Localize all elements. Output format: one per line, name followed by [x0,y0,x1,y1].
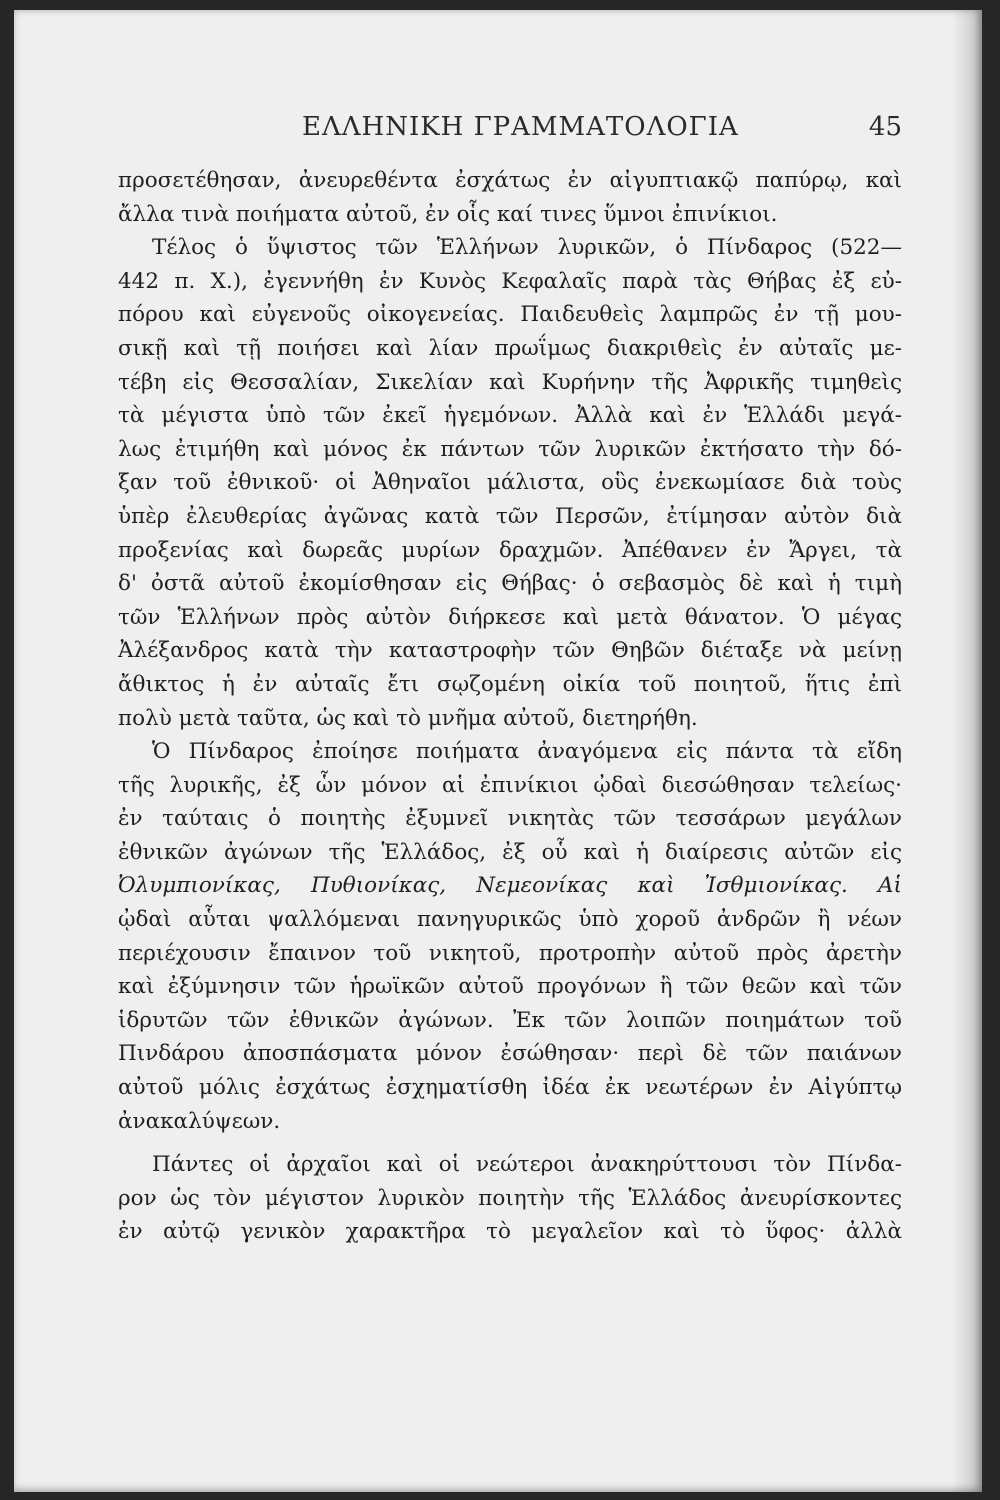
text-line: αὐτοῦ μόλις ἐσχάτως ἐσχηματίσθη ἰδέα ἐκ νεωτέρων ἐν Αἰγύπτῳ [118,1075,902,1101]
text-line: Ὁ Πίνδαρος ἐποίησε ποιήματα ἀναγόμενα εἰς πάντα τὰ εἴδη [152,739,902,765]
text-line: ἄλλα τινὰ ποιήματα αὐτοῦ, ἐν οἷς καί τινες ὕμνοι ἐπινίκιοι. [118,201,778,227]
text-line: σικῇ καὶ τῇ ποιήσει καὶ λίαν πρωΐμως διακριθεὶς ἐν αὐταῖς με- [118,335,902,361]
text-line: δ' ὀστᾶ αὐτοῦ ἐκομίσθησαν εἰς Θήβας· ὁ σεβασμὸς δὲ καὶ ἡ τιμὴ [118,571,902,597]
running-title: ΕΛΛΗΝΙΚΗ ΓΡΑΜΜΑΤΟΛΟΓΙΑ [302,112,739,142]
text-line: πόρου καὶ εὐγενοῦς οἰκογενείας. Παιδευθεὶς λαμπρῶς ἐν τῇ μου- [118,302,902,328]
text-line: προξενίας καὶ δωρεᾶς μυρίων δραχμῶν. Ἀπέθανεν ἐν Ἄργει, τὰ [118,537,902,563]
text-line: ἱδρυτῶν τῶν ἐθνικῶν ἀγώνων. Ἐκ τῶν λοιπῶν ποιημάτων τοῦ [118,1007,902,1033]
text-line: πολὺ μετὰ ταῦτα, ὡς καὶ τὸ μνῆμα αὐτοῦ, διετηρήθη. [118,705,698,731]
text-line: τὰ μέγιστα ὑπὸ τῶν ἐκεῖ ἡγεμόνων. Ἀλλὰ καὶ ἐν Ἑλλάδι μεγά- [118,403,902,429]
text-line: περιέχουσιν ἔπαινον τοῦ νικητοῦ, προτροπὴν αὐτοῦ πρὸς ἀρετὴν [118,940,902,966]
text-line: λως ἐτιμήθη καὶ μόνος ἐκ πάντων τῶν λυρικῶν ἐκτήσατο τὴν δό- [118,436,902,462]
page-number: 45 [868,112,902,142]
book-page [14,10,982,1492]
text-line: καὶ ἐξύμνησιν τῶν ἡρωϊκῶν αὐτοῦ προγόνων ἢ τῶν θεῶν καὶ τῶν [118,974,902,1000]
text-line: 442 π. Χ.), ἐγεννήθη ἐν Κυνὸς Κεφαλαῖς παρὰ τὰς Θήβας ἐξ εὐ- [118,268,902,294]
text-line: ἄθικτος ἡ ἐν αὐταῖς ἔτι σῳζομένη οἰκία τοῦ ποιητοῦ, ἥτις ἐπὶ [118,671,902,697]
text-line: Ἀλέξανδρος κατὰ τὴν καταστροφὴν τῶν Θηβῶν διέταξε νὰ μείνῃ [118,638,902,664]
text-line: τῆς λυρικῆς, ἐξ ὧν μόνον αἱ ἐπινίκιοι ᾠδαὶ διεσώθησαν τελείως· [118,772,902,798]
text-line: Πάντες οἱ ἀρχαῖοι καὶ οἱ νεώτεροι ἀνακηρύττουσι τὸν Πίνδα- [152,1152,902,1178]
text-line: ρον ὡς τὸν μέγιστον λυρικὸν ποιητὴν τῆς Ἑλλάδος ἀνευρίσκοντες [118,1185,902,1211]
text-line: τῶν Ἑλλήνων πρὸς αὐτὸν διήρκεσε καὶ μετὰ θάνατον. Ὁ μέγας [118,604,902,630]
body-text [118,164,902,1249]
text-line: ὑπὲρ ἐλευθερίας ἀγῶνας κατὰ τῶν Περσῶν, ἐτίμησαν αὐτὸν διὰ [118,503,902,529]
page-header [122,112,902,152]
text-line: ἐθνικῶν ἀγώνων τῆς Ἑλλάδος, ἐξ οὗ καὶ ἡ διαίρεσις αὐτῶν εἰς [118,839,902,865]
text-line: ᾠδαὶ αὗται ψαλλόμεναι πανηγυρικῶς ὑπὸ χοροῦ ἀνδρῶν ἢ νέων [118,907,902,933]
text-line: ἀνακαλύψεων. [118,1108,281,1134]
text-line: ἐν αὐτῷ γενικὸν χαρακτῆρα τὸ μεγαλεῖον καὶ τὸ ὕφος· ἀλλὰ [118,1219,902,1245]
text-line: Πινδάρου ἀποσπάσματα μόνον ἐσώθησαν· περὶ δὲ τῶν παιάνων [118,1041,902,1067]
text-line: Ὀλυμπιονίκας, Πυθιονίκας, Νεμεονίκας καὶ Ἰσθμιονίκας. Αἱ [118,873,902,899]
text-line: Τέλος ὁ ὕψιστος τῶν Ἑλλήνων λυρικῶν, ὁ Πίνδαρος (522— [152,235,902,261]
text-line: ξαν τοῦ ἐθνικοῦ· οἱ Ἀθηναῖοι μάλιστα, οὓς ἐνεκωμίασε διὰ τοὺς [118,470,902,496]
text-line: ἐν ταύταις ὁ ποιητὴς ἐξυμνεῖ νικητὰς τῶν τεσσάρων μεγάλων [118,806,902,832]
text-line: προσετέθησαν, ἀνευρεθέντα ἐσχάτως ἐν αἰγυπτιακῷ παπύρῳ, καὶ [118,168,902,193]
page-spine-shadow [952,10,982,1492]
text-line: τέβη εἰς Θεσσαλίαν, Σικελίαν καὶ Κυρήνην τῆς Ἀφρικῆς τιμηθεὶς [118,369,902,395]
